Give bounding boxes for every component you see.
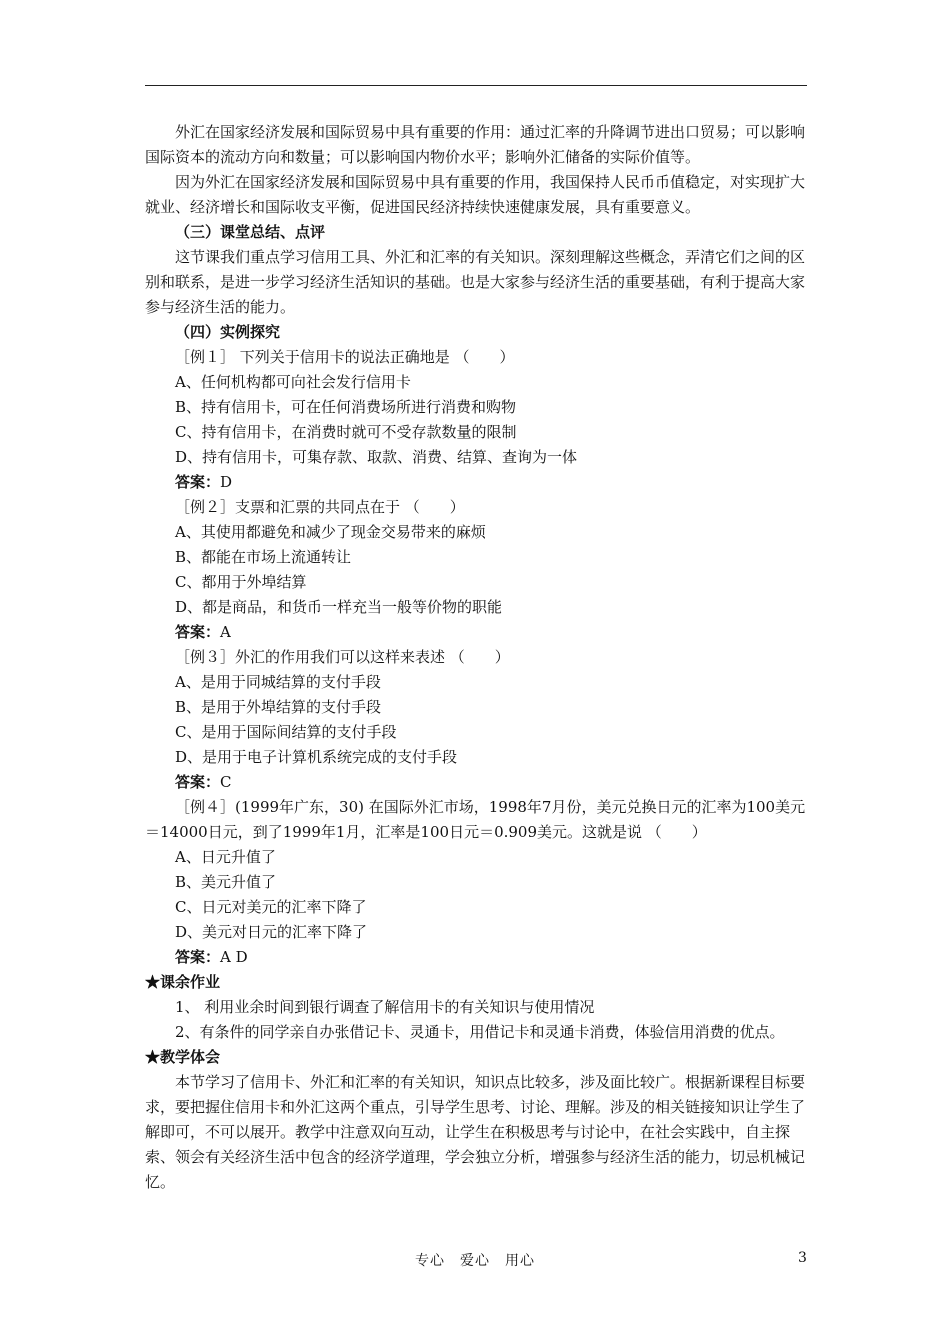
document-body <box>145 120 807 1195</box>
example-question: ［例３］外汇的作用我们可以这样来表述 （ ） <box>175 648 510 666</box>
answer-label: 答案： <box>175 623 221 641</box>
example-question: ［例４］(1999年广东，30) 在国际外汇市场，1998年7月份，美元兑换日元的汇率为100美元＝14000日元，到了1999年1月，汇率是100日元＝0.909美元。这就是说 （ ） <box>145 798 806 841</box>
example-4 <box>145 795 807 970</box>
page-number: 3 <box>798 1250 807 1266</box>
example-option: B、是用于外埠结算的支付手段 <box>175 698 382 716</box>
section-examples-heading: （四）实例探究 <box>175 323 281 341</box>
answer-value: D <box>220 473 233 491</box>
paragraph-forex-role: 外汇在国家经济发展和国际贸易中具有重要的作用：通过汇率的升降调节进出口贸易；可以影响国际资本的流动方向和数量；可以影响国内物价水平；影响外汇储备的实际价值等。 <box>145 123 806 166</box>
example-option: D、是用于电子计算机系统完成的支付手段 <box>175 748 458 766</box>
section-summary-heading: （三）课堂总结、点评 <box>175 223 326 241</box>
example-2 <box>145 495 807 645</box>
example-3 <box>145 645 807 795</box>
example-answer <box>145 770 807 795</box>
reflection-text: 本节学习了信用卡、外汇和汇率的有关知识，知识点比较多，涉及面比较广。根据新课程目标要求，要把握住信用卡和外汇这两个重点，引导学生思考、讨论、理解。涉及的相关链接知识让学生了解即可，不可以展开。教学中注意双向互动，让学生在积极思考与讨论中，在社会实践中，自主探索、领会有关经济生活中包含的经济学道理，学会独立分析，增强参与经济生活的能力，切忌机械记忆。 <box>145 1073 806 1191</box>
example-option: A、其使用都避免和减少了现金交易带来的麻烦 <box>175 523 486 541</box>
example-option: C、日元对美元的汇率下降了 <box>175 898 367 916</box>
section-summary-text: 这节课我们重点学习信用工具、外汇和汇率的有关知识。深刻理解这些概念，弄清它们之间的区别和联系，是进一步学习经济生活知识的基础。也是大家参与经济生活的重要基础，有利于提高大家参与经济生活的能力。 <box>145 248 806 316</box>
example-question: ［例２］支票和汇票的共同点在于 （ ） <box>175 498 465 516</box>
homework-heading: ★课余作业 <box>145 973 221 991</box>
answer-value: A D <box>220 948 248 966</box>
example-option: C、都用于外埠结算 <box>175 573 307 591</box>
example-option: B、美元升值了 <box>175 873 277 891</box>
header-rule <box>145 85 807 86</box>
example-option: C、是用于国际间结算的支付手段 <box>175 723 397 741</box>
example-answer <box>145 470 807 495</box>
answer-value: A <box>220 623 231 641</box>
example-option: A、是用于同城结算的支付手段 <box>175 673 381 691</box>
example-option: D、都是商品，和货币一样充当一般等价物的职能 <box>175 598 503 616</box>
example-option: D、持有信用卡，可集存款、取款、消费、结算、查询为一体 <box>175 448 578 466</box>
answer-label: 答案： <box>175 473 221 491</box>
reflection-heading: ★教学体会 <box>145 1048 221 1066</box>
example-answer <box>145 945 807 970</box>
example-answer <box>145 620 807 645</box>
example-question: ［例１］ 下列关于信用卡的说法正确地是 （ ） <box>175 348 515 366</box>
example-option: B、都能在市场上流通转让 <box>175 548 352 566</box>
example-1 <box>145 345 807 495</box>
answer-label: 答案： <box>175 948 221 966</box>
homework-item: 2、有条件的同学亲自办张借记卡、灵通卡，用借记卡和灵通卡消费，体验信用消费的优点。 <box>175 1023 785 1041</box>
example-option: D、美元对日元的汇率下降了 <box>175 923 368 941</box>
paragraph-rmb-stability: 因为外汇在国家经济发展和国际贸易中具有重要的作用，我国保持人民币币值稳定，对实现扩大就业、经济增长和国际收支平衡，促进国民经济持续快速健康发展，具有重要意义。 <box>145 173 806 216</box>
example-option: A、日元升值了 <box>175 848 276 866</box>
homework-item: 1、 利用业余时间到银行调查了解信用卡的有关知识与使用情况 <box>175 998 595 1016</box>
example-option: C、持有信用卡，在消费时就可不受存款数量的限制 <box>175 423 517 441</box>
example-option: A、任何机构都可向社会发行信用卡 <box>175 373 411 391</box>
answer-label: 答案： <box>175 773 221 791</box>
footer-motto: 专心 爱心 用心 <box>415 1253 535 1269</box>
answer-value: C <box>220 773 232 791</box>
example-option: B、持有信用卡，可在任何消费场所进行消费和购物 <box>175 398 517 416</box>
